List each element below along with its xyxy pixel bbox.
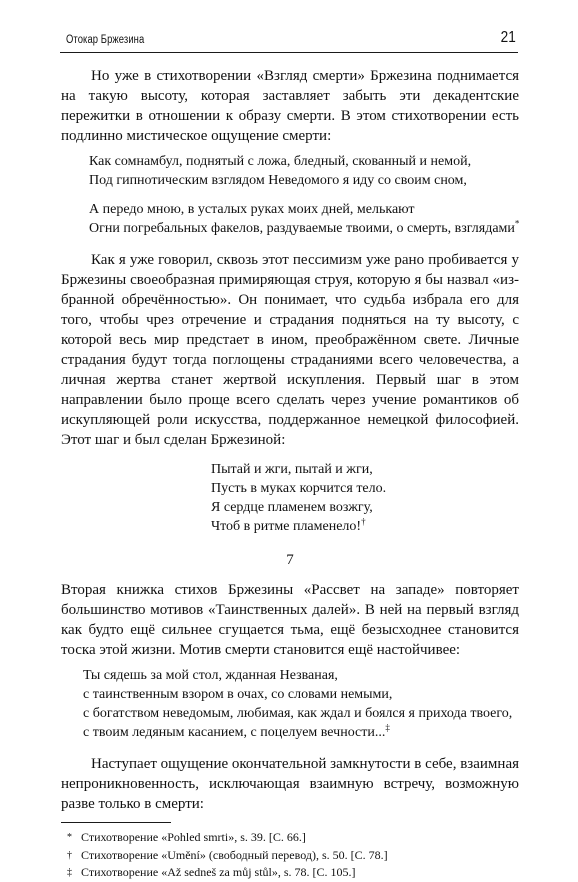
verse-line: Пытай и жги, пытай и жги, xyxy=(211,462,373,477)
footnotes xyxy=(61,829,519,882)
footnote-symbol: ‡ xyxy=(67,867,72,878)
footnote-text: Стихотворение «Pohled smrti», s. 39. [С. 66.] xyxy=(81,830,306,844)
verse-block-1 xyxy=(61,152,519,238)
page-header xyxy=(60,28,518,53)
verse-line-with-footnote xyxy=(83,723,519,742)
verse-line-text: с твоим ледяным касанием, с поцелуем вечности... xyxy=(83,725,386,740)
footnote-marker: † xyxy=(361,516,366,527)
footnote xyxy=(61,829,519,847)
footnote-text: Стихотворение «Umění» (свободный перевод), s. 50. [С. 78.] xyxy=(81,847,388,862)
footnote-symbol: * xyxy=(67,832,72,843)
verse-line-text: Чтоб в ритме пламенело! xyxy=(211,519,362,534)
verse-line: Я сердце пламенем возжгу, xyxy=(211,500,373,515)
paragraph-4: Наступает ощущение окончательной замкнутости в себе, взаимная непроникновенность, исключающая взаимную встречу, возможную разве только в смерти: xyxy=(61,756,519,812)
verse-line: А передо мною, в усталых руках моих дней, мелькают xyxy=(89,202,415,217)
paragraph-3: Вторая книжка стихов Бржезины «Рассвет на западе» повторяет большинство мотивов «Таинственных далей». В ней на первый взгляд как будто ещё сильнее сгущается тьма, ещё безысходнее становится тоска этой жизни. Мотив смерти становится ещё настойчивее: xyxy=(61,582,519,658)
verse-line: Под гипнотическим взглядом Неведомого я иду со своим сном, xyxy=(89,173,467,188)
verse-line-with-footnote xyxy=(89,219,519,238)
verse-line-with-footnote xyxy=(211,517,519,536)
verse-block-2 xyxy=(61,460,519,536)
footnote-marker: * xyxy=(514,218,520,229)
footnote-text: Стихотворение «Až sedneš za můj stůl», s. 78. [С. 105.] xyxy=(81,865,356,879)
section-number: 7 xyxy=(286,552,294,568)
verse-line: Пусть в муках корчится тело. xyxy=(211,481,387,496)
page-number: 21 xyxy=(500,29,516,46)
footnote-symbol: † xyxy=(67,849,72,861)
verse-line: Как сомнамбул, поднятый с ложа, бледный, скованный и немой, xyxy=(89,154,472,169)
paragraph-2: Как я уже говорил, сквозь этот пессимизм уже рано пробивается у Бржезины своеобразная примиряющая струя, которую я бы назвал «избранной обречённостью». Он понимает, что судьба избрала его для того, чтобы чрез отречение и страдания подняться на ту высоту, с которой весь мир предстает в ином, преображённом свете. Личные страдания будут тогда поглощены страданиями всего человечества, а личная жертва станет жертвой искупления. Первый шаг в этом направлении было проще всего сделать через учение романтиков об искупляющей роли искусства, поддержанное немецкой философией. Этот шаг и был сделан Бржезиной: xyxy=(61,252,519,448)
verse-line: с таинственным взором в очах, со словами немыми, xyxy=(83,687,393,702)
running-title: Отокар Бржезина xyxy=(66,34,145,46)
footnote xyxy=(61,847,519,865)
verse-line: с богатством неведомым, любимая, как ждал и боялся я прихода твоего, xyxy=(83,706,513,721)
verse-line: Ты сядешь за мой стол, жданная Незваная, xyxy=(83,668,338,683)
verse-line-text: Огни погребальных факелов, раздуваемые твоими, о смерть, взглядами xyxy=(89,221,515,236)
paragraph-1: Но уже в стихотворении «Взгляд смерти» Бржезина поднимается на такую высоту, которая заставляет забыть эти декадентские пережитки в отношении к образу смерти. В этом стихотворении есть подлинно мистическое ощущение смерти: xyxy=(61,68,519,144)
footnote xyxy=(61,864,519,882)
verse-block-3 xyxy=(61,666,519,742)
footnote-marker: ‡ xyxy=(385,722,390,733)
page-body xyxy=(61,66,519,882)
